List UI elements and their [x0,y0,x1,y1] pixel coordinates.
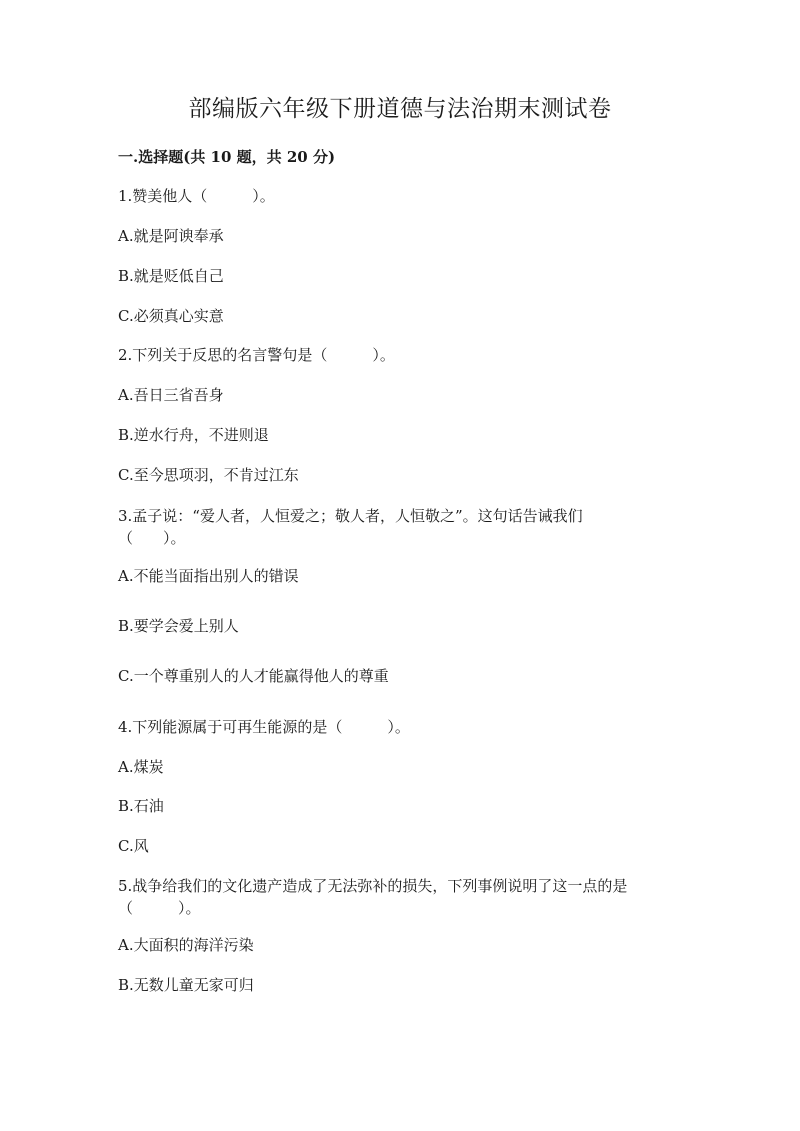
question-4-option-c: C.风 [118,837,149,855]
section-heading: 一.选择题(共 10 题，共 20 分) [118,148,336,166]
question-4-stem: 4.下列能源属于可再生能源的是（ ）。 [118,718,410,736]
question-1-option-c: C.必须真心实意 [118,307,224,325]
question-5-option-b: B.无数儿童无家可归 [118,976,254,994]
question-2-stem: 2.下列关于反思的名言警句是（ ）。 [118,346,395,364]
question-2-option-a: A.吾日三省吾身 [118,386,224,404]
question-1-option-a: A.就是阿谀奉承 [118,227,224,245]
question-3-stem-line1: 3.孟子说：“爱人者，人恒爱之；敬人者，人恒敬之”。这句话告诫我们 [118,507,583,525]
question-5-option-a: A.大面积的海洋污染 [118,936,254,954]
question-5-stem-line1: 5.战争给我们的文化遗产造成了无法弥补的损失，下列事例说明了这一点的是 [118,877,628,895]
page-title: 部编版六年级下册道德与法治期末测试卷 [188,96,612,122]
question-2-option-b: B.逆水行舟，不进则退 [118,426,269,444]
question-3-option-c: C.一个尊重别人的人才能赢得他人的尊重 [118,667,389,685]
question-5-stem-line2: （ ）。 [118,899,201,917]
question-2-option-c: C.至今思项羽，不肯过江东 [118,466,299,484]
question-3-option-a: A.不能当面指出别人的错误 [118,567,299,585]
question-3-stem-line2: （ ）。 [118,529,186,547]
question-4-option-b: B.石油 [118,797,164,815]
question-1-stem: 1.赞美他人（ ）。 [118,187,275,205]
question-3-option-b: B.要学会爱上别人 [118,617,239,635]
question-1-option-b: B.就是贬低自己 [118,267,224,285]
question-4-option-a: A.煤炭 [118,758,164,776]
